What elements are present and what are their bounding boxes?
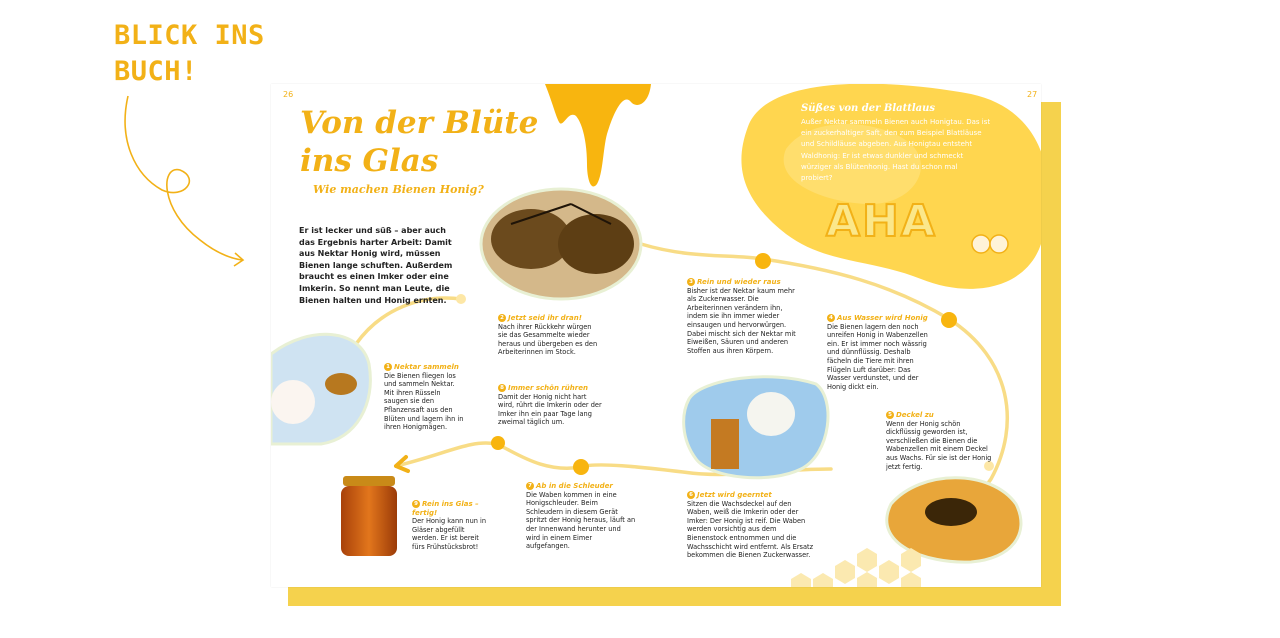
step-4	[827, 314, 935, 391]
step-number: 3	[687, 278, 695, 286]
step-text: Der Honig kann nun in Gläser abgefüllt werden. Er ist bereit fürs Frühstücksbrot!	[412, 517, 487, 551]
page-number-right: 27	[1027, 90, 1038, 99]
info-box-text: Außer Nektar sammeln Bienen auch Honigtau. Das ist ein zuckerhaltiger Saft, den zum Beispiel Blattläuse und Schildläuse abgeben. Aus Honigtau entsteht Waldhonig: Er ist etwas dunkler und schmeckt würziger als Blütenhonig. Hast du schon mal probiert?	[801, 118, 991, 183]
step-text: Die Waben kommen in eine Honigschleuder. Beim Schleudern in diesem Gerät spritzt der Honig heraus, läuft an der Innenwand herunter und wird in einem Eimer aufgefangen.	[526, 490, 636, 551]
step-title: Rein und wieder raus	[697, 278, 781, 286]
step-number: 4	[827, 314, 835, 322]
page-number-left: 26	[283, 90, 294, 99]
step-text: Die Bienen fliegen los und sammeln Nektar. Mit ihren Rüsseln saugen sie den Pflanzensaft aus den Blüten und lagern ihn in ihren Honigmägen.	[384, 371, 464, 432]
step-number: 6	[687, 491, 695, 499]
title-line-1: Von der Blüte	[300, 105, 539, 141]
info-box-title: Süßes von der Blattlaus	[801, 103, 936, 114]
step-3	[687, 278, 797, 355]
step-7	[526, 482, 636, 551]
step-title: Nektar sammeln	[394, 363, 459, 371]
step-5	[886, 411, 992, 471]
heading-line-2: BUCH!	[114, 56, 198, 87]
step-text: Sitzen die Wachsdeckel auf den Waben, weiß die Imkerin oder der Imker: Der Honig ist reif. Die Waben werden vorsichtig aus dem Bienenstock entnommen und die Wachsschicht wird entfernt. Als Ersatz bekommen die Bienen Zuckerwasser.	[687, 499, 814, 560]
step-1	[384, 363, 464, 432]
step-text: Damit der Honig nicht hart wird, rührt die Imkerin oder der Imker ihn ein paar Tage lang zweimal täglich um.	[498, 392, 602, 427]
page-subtitle: Wie machen Bienen Honig?	[313, 183, 484, 196]
step-text: Nach ihrer Rückkehr würgen sie das Gesammelte wieder heraus und übergeben es den Arbeiterinnen im Stock.	[498, 322, 598, 357]
step-title: Immer schön rühren	[508, 384, 588, 392]
step-title: Deckel zu	[896, 411, 934, 419]
step-title: Jetzt seid ihr dran!	[508, 314, 582, 322]
step-number: 7	[526, 482, 534, 490]
step-title: Aus Wasser wird Honig	[837, 314, 928, 322]
step-8	[498, 384, 604, 427]
heading-line-1: BLICK INS	[114, 20, 265, 51]
book-spread	[271, 84, 1041, 587]
step-number: 8	[498, 384, 506, 392]
step-title: Ab in die Schleuder	[536, 482, 613, 490]
step-number: 2	[498, 314, 506, 322]
step-9	[412, 500, 492, 552]
aha-badge: AHA	[826, 196, 937, 247]
honey-drip	[545, 84, 651, 186]
step-number: 1	[384, 363, 392, 371]
step-text: Die Bienen lagern den noch unreifen Honig in Wabenzellen ein. Er ist immer noch wässrig und dünnflüssig. Deshalb fächeln die Tiere mit ihren Flügeln Luft darüber: Das Wasser verdunstet, und der Honig dickt ein.	[827, 322, 928, 391]
intro-text: Er ist lecker und süß – aber auch das Ergebnis harter Arbeit: Damit aus Nektar Honig wird, müssen Bienen lange schuften. Außerdem braucht es einen Imker oder eine Imkerin. So nennt man Leute, die Bienen halten und Honig ernten.	[299, 226, 453, 305]
honey-jar-icon	[341, 476, 397, 556]
step-6	[687, 491, 817, 560]
step-title: Rein ins Glas – fertig!	[412, 500, 479, 517]
step-number: 9	[412, 500, 420, 508]
page-title	[300, 104, 538, 180]
step-text: Wenn der Honig schön dickflüssig geworden ist, verschließen die Bienen die Wabenzellen mit einem Deckel aus Wachs. Für sie ist der Honig jetzt fertig.	[886, 419, 992, 471]
step-text: Bisher ist der Nektar kaum mehr als Zuckerwasser. Die Arbeiterinnen verändern ihn, indem sie ihn immer wieder einsaugen und hervorwürgen. Dabei mischt sich der Nektar mit Eiweißen, Säuren und anderen Stoffen aus ihren Körpern.	[687, 286, 796, 355]
step-2	[498, 314, 598, 357]
curly-arrow-icon	[0, 0, 270, 300]
title-line-2: ins Glas	[300, 143, 439, 179]
step-number: 5	[886, 411, 894, 419]
step-title: Jetzt wird geerntet	[697, 491, 772, 499]
